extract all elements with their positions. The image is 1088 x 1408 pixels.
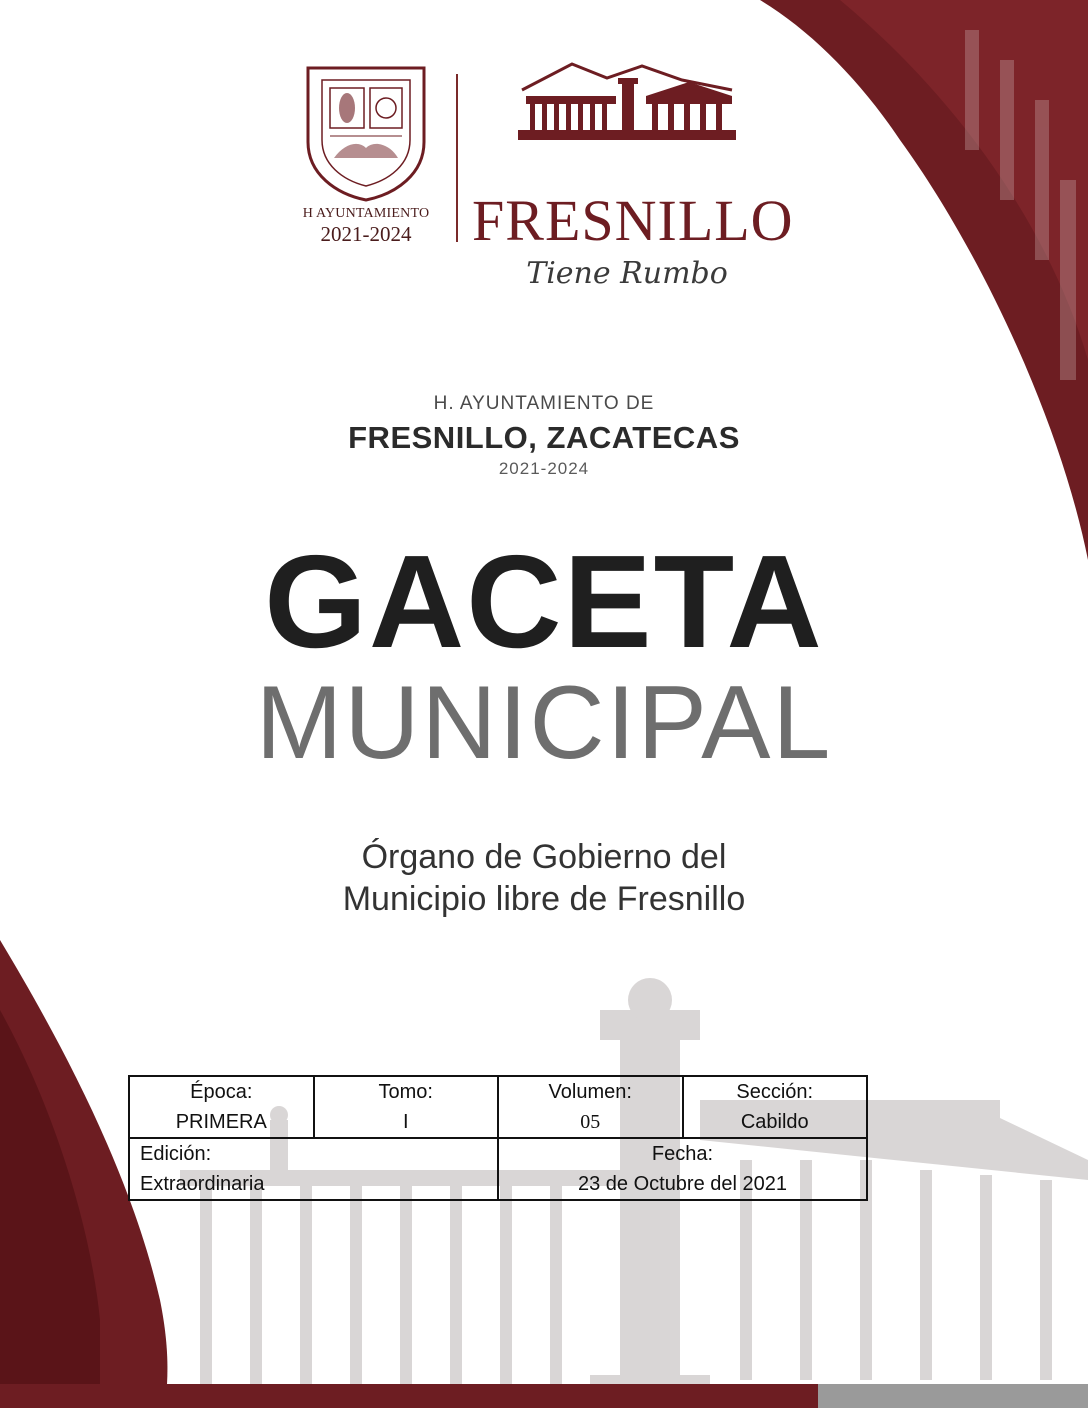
monument-logo-icon <box>512 60 742 144</box>
publication-info-table <box>128 1075 868 1201</box>
description-line-1: Órgano de Gobierno del <box>361 838 727 876</box>
seal-caption: H AYUNTAMIENTO <box>302 206 430 221</box>
tomo-label: Tomo: <box>378 1081 433 1103</box>
epoca-cell <box>129 1076 314 1138</box>
edicion-label: Edición: <box>140 1143 212 1165</box>
coat-of-arms-icon <box>300 62 432 202</box>
edicion-cell <box>129 1138 498 1200</box>
tomo-cell <box>314 1076 499 1138</box>
bottom-bar <box>0 1384 1088 1408</box>
brand-name: FRESNILLO <box>472 188 794 253</box>
fecha-label: Fecha: <box>651 1143 714 1165</box>
page-title: GACETA <box>264 528 824 675</box>
header-line-2: FRESNILLO, ZACATECAS <box>348 420 740 455</box>
header-line-1: H. AYUNTAMIENTO DE <box>433 393 655 414</box>
volumen-value: 05 <box>580 1111 601 1133</box>
seccion-cell <box>683 1076 868 1138</box>
table-row <box>129 1076 867 1138</box>
seccion-label: Sección: <box>736 1081 814 1103</box>
volumen-label: Volumen: <box>548 1081 632 1103</box>
epoca-value: PRIMERA <box>175 1111 267 1133</box>
tomo-value: I <box>402 1111 409 1133</box>
municipal-seal <box>300 62 432 246</box>
fecha-cell <box>498 1138 867 1200</box>
volumen-cell <box>498 1076 683 1138</box>
fecha-value: 23 de Octubre del 2021 <box>577 1173 788 1195</box>
fresnillo-logo <box>472 60 794 291</box>
brand-tagline: Tiene Rumbo <box>526 256 728 291</box>
description-line-2: Municipio libre de Fresnillo <box>342 880 746 918</box>
logo-divider <box>456 74 458 242</box>
epoca-label: Época: <box>190 1081 253 1103</box>
header-line-3: 2021-2024 <box>498 459 590 478</box>
table-row <box>129 1138 867 1200</box>
edicion-value: Extraordinaria <box>140 1173 265 1195</box>
seccion-value: Cabildo <box>740 1111 809 1133</box>
seal-years: 2021-2024 <box>320 222 412 246</box>
page-subtitle-title: MUNICIPAL <box>255 665 833 781</box>
